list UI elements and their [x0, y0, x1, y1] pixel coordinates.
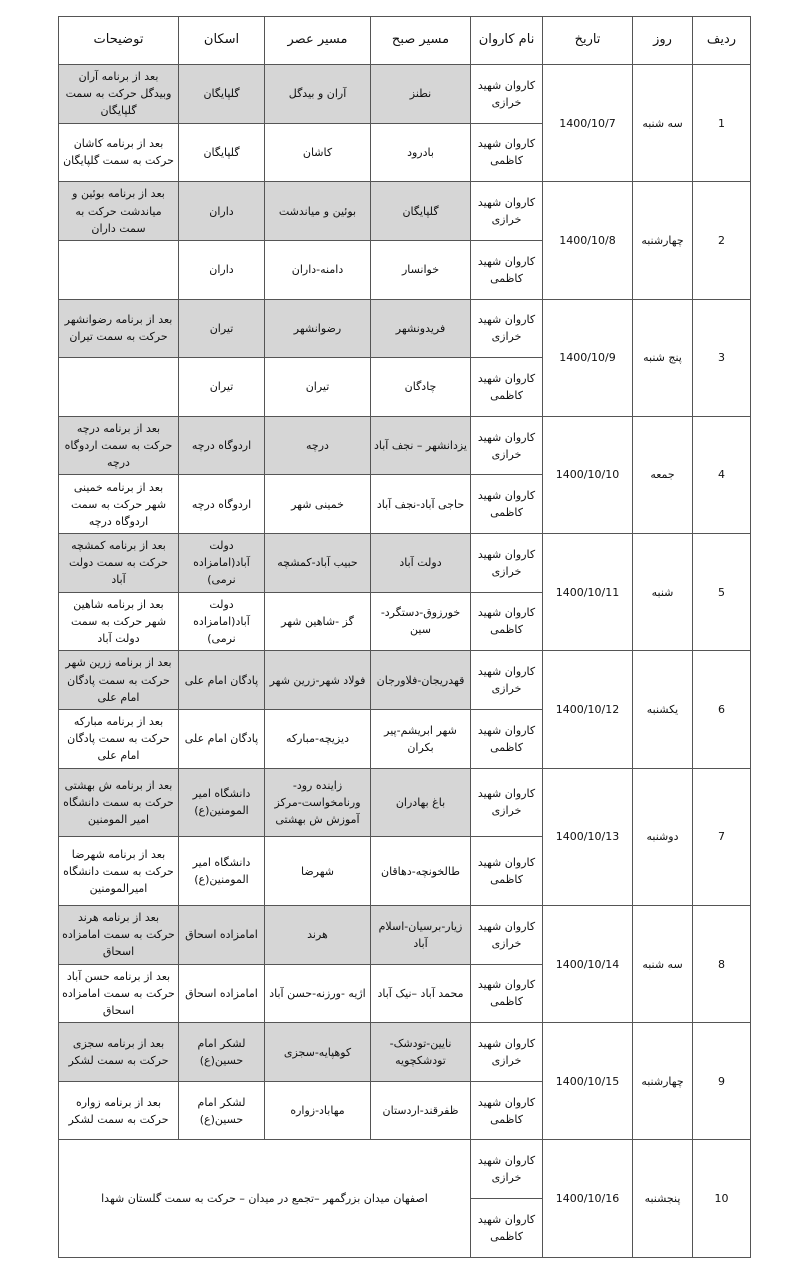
caravan-name: کاروان شهید خرازی: [471, 65, 543, 124]
row-index: 7: [693, 768, 751, 905]
morning-route: قهدریجان-فلاورجان: [371, 651, 471, 710]
lodging: اردوگاه درچه: [179, 416, 265, 475]
afternoon-route: تیران: [265, 358, 371, 417]
caravan-name: کاروان شهید کاظمی: [471, 475, 543, 534]
header-afternoon-route: مسیر عصر: [265, 17, 371, 65]
notes: بعد از برنامه شاهین شهر حرکت به سمت دولت آباد: [59, 592, 179, 651]
lodging: امامزاده اسحاق: [179, 905, 265, 964]
notes: بعد از برنامه رضوانشهر حرکت به سمت تیران: [59, 299, 179, 358]
row-index: 6: [693, 651, 751, 768]
notes: بعد از برنامه زواره حرکت به سمت لشکر: [59, 1081, 179, 1140]
lodging: لشکر امام حسین(ع): [179, 1023, 265, 1082]
caravan-name: کاروان شهید خرازی: [471, 416, 543, 475]
notes: بعد از برنامه ش بهشتی حرکت به سمت دانشگاه امیر المومنین: [59, 768, 179, 837]
lodging: دولت آباد(امامزاده نرمی): [179, 592, 265, 651]
table-row: [59, 905, 751, 964]
notes: بعد از برنامه حسن آباد حرکت به سمت امامزاده اسحاق: [59, 964, 179, 1023]
afternoon-route: بوئین و میاندشت: [265, 182, 371, 241]
lodging: گلپایگان: [179, 123, 265, 182]
caravan-name: کاروان شهید خرازی: [471, 1023, 543, 1082]
lodging: اردوگاه درچه: [179, 475, 265, 534]
notes: بعد از برنامه بوئین و میاندشت حرکت به سمت داران: [59, 182, 179, 241]
row-date: 1400/10/12: [543, 651, 633, 768]
header-day: روز: [633, 17, 693, 65]
afternoon-route: حبیب آباد-کمشچه: [265, 534, 371, 593]
notes: [59, 240, 179, 299]
notes: [59, 358, 179, 417]
caravan-name: کاروان شهید کاظمی: [471, 240, 543, 299]
afternoon-route: کوهپایه-سجزی: [265, 1023, 371, 1082]
row-index: 10: [693, 1140, 751, 1258]
notes: بعد از برنامه آران وبیدگل حرکت به سمت گلپایگان: [59, 65, 179, 124]
lodging: دولت آباد(امامزاده نرمی): [179, 534, 265, 593]
caravan-name: کاروان شهید خرازی: [471, 182, 543, 241]
table-row: [59, 416, 751, 475]
row-day: سه شنبه: [633, 65, 693, 182]
caravan-name: کاروان شهید کاظمی: [471, 1199, 543, 1258]
row-day: چهارشنبه: [633, 1023, 693, 1140]
morning-route: حاجی آباد-نجف آباد: [371, 475, 471, 534]
table-row: [59, 768, 751, 837]
morning-route: طالخونچه-دهاقان: [371, 837, 471, 906]
morning-route: باغ بهادران: [371, 768, 471, 837]
row-date: 1400/10/8: [543, 182, 633, 299]
header-morning-route: مسیر صبح: [371, 17, 471, 65]
afternoon-route: درچه: [265, 416, 371, 475]
notes: بعد از برنامه مبارکه حرکت به سمت پادگان امام علی: [59, 709, 179, 768]
row-index: 8: [693, 905, 751, 1022]
row-date: 1400/10/13: [543, 768, 633, 905]
morning-route: شهر ابریشم-پیر بکران: [371, 709, 471, 768]
afternoon-route: آران و بیدگل: [265, 65, 371, 124]
table-row: [59, 534, 751, 593]
morning-route: گلپایگان: [371, 182, 471, 241]
schedule-table: [58, 16, 751, 1258]
row-index: 1: [693, 65, 751, 182]
morning-route: خوانسار: [371, 240, 471, 299]
row-date: 1400/10/15: [543, 1023, 633, 1140]
afternoon-route: دامنه-داران: [265, 240, 371, 299]
lodging: دانشگاه امیر المومنین(ع): [179, 837, 265, 906]
afternoon-route: زاینده رود-ورنامخواست-مرکز آموزش ش بهشتی: [265, 768, 371, 837]
header-notes: توضیحات: [59, 17, 179, 65]
row-index: 4: [693, 416, 751, 533]
morning-route: نایین-تودشک-تودشکچویه: [371, 1023, 471, 1082]
table-row: [59, 299, 751, 358]
header-caravan: نام کاروان: [471, 17, 543, 65]
notes: بعد از برنامه کاشان حرکت به سمت گلپایگان: [59, 123, 179, 182]
notes: بعد از برنامه خمینی شهر حرکت به سمت اردوگاه درچه: [59, 475, 179, 534]
morning-route: فریدونشهر: [371, 299, 471, 358]
afternoon-route: دیزیچه-مبارکه: [265, 709, 371, 768]
morning-route: یزدانشهر – نجف آباد: [371, 416, 471, 475]
notes: بعد از برنامه زرین شهر حرکت به سمت پادگان امام علی: [59, 651, 179, 710]
header-lodging: اسکان: [179, 17, 265, 65]
caravan-name: کاروان شهید کاظمی: [471, 837, 543, 906]
lodging: دانشگاه امیر المومنین(ع): [179, 768, 265, 837]
final-program-text: اصفهان میدان بزرگمهر –تجمع در میدان – حرکت به سمت گلستان شهدا: [59, 1140, 471, 1258]
lodging: لشکر امام حسین(ع): [179, 1081, 265, 1140]
morning-route: خورزوق-دستگرد-سین: [371, 592, 471, 651]
caravan-name: کاروان شهید خرازی: [471, 299, 543, 358]
row-index: 5: [693, 534, 751, 651]
notes: بعد از برنامه کمشچه حرکت به سمت دولت آباد: [59, 534, 179, 593]
morning-route: محمد آباد –نیک آباد: [371, 964, 471, 1023]
lodging: تیران: [179, 358, 265, 417]
lodging: داران: [179, 240, 265, 299]
row-date: 1400/10/7: [543, 65, 633, 182]
morning-route: نطنز: [371, 65, 471, 124]
lodging: داران: [179, 182, 265, 241]
row-day: دوشنبه: [633, 768, 693, 905]
row-day: سه شنبه: [633, 905, 693, 1022]
caravan-name: کاروان شهید خرازی: [471, 768, 543, 837]
caravan-name: کاروان شهید کاظمی: [471, 592, 543, 651]
row-day: چهارشنبه: [633, 182, 693, 299]
caravan-name: کاروان شهید کاظمی: [471, 709, 543, 768]
morning-route: زیار-برسیان-اسلام آباد: [371, 905, 471, 964]
lodging: پادگان امام علی: [179, 709, 265, 768]
row-date: 1400/10/10: [543, 416, 633, 533]
afternoon-route: شهرضا: [265, 837, 371, 906]
notes: بعد از برنامه هرند حرکت به سمت امامزاده اسحاق: [59, 905, 179, 964]
row-date: 1400/10/9: [543, 299, 633, 416]
caravan-name: کاروان شهید خرازی: [471, 534, 543, 593]
lodging: امامزاده اسحاق: [179, 964, 265, 1023]
caravan-name: کاروان شهید کاظمی: [471, 358, 543, 417]
morning-route: چادگان: [371, 358, 471, 417]
header-date: تاریخ: [543, 17, 633, 65]
row-day: یکشنبه: [633, 651, 693, 768]
notes: بعد از برنامه سجزی حرکت به سمت لشکر: [59, 1023, 179, 1082]
row-date: 1400/10/14: [543, 905, 633, 1022]
table-row: [59, 651, 751, 710]
row-day: پنج شنبه: [633, 299, 693, 416]
morning-route: بادرود: [371, 123, 471, 182]
header-row: [59, 17, 751, 65]
caravan-name: کاروان شهید خرازی: [471, 1140, 543, 1199]
header-index: ردیف: [693, 17, 751, 65]
row-day: جمعه: [633, 416, 693, 533]
notes: بعد از برنامه شهرضا حرکت به سمت دانشگاه امیرالمومنین: [59, 837, 179, 906]
lodging: تیران: [179, 299, 265, 358]
morning-route: ظفرقند-اردستان: [371, 1081, 471, 1140]
caravan-name: کاروان شهید کاظمی: [471, 123, 543, 182]
afternoon-route: گز -شاهین شهر: [265, 592, 371, 651]
afternoon-route: مهاباد-زواره: [265, 1081, 371, 1140]
table-row: [59, 1140, 751, 1199]
afternoon-route: کاشان: [265, 123, 371, 182]
caravan-name: کاروان شهید کاظمی: [471, 964, 543, 1023]
notes: بعد از برنامه درچه حرکت به سمت اردوگاه درچه: [59, 416, 179, 475]
afternoon-route: هرند: [265, 905, 371, 964]
caravan-name: کاروان شهید خرازی: [471, 651, 543, 710]
lodging: پادگان امام علی: [179, 651, 265, 710]
row-date: 1400/10/16: [543, 1140, 633, 1258]
afternoon-route: رضوانشهر: [265, 299, 371, 358]
caravan-name: کاروان شهید خرازی: [471, 905, 543, 964]
table-row: [59, 65, 751, 124]
row-index: 2: [693, 182, 751, 299]
table-row: [59, 1023, 751, 1082]
row-day: شنبه: [633, 534, 693, 651]
row-index: 9: [693, 1023, 751, 1140]
afternoon-route: اژیه -ورزنه-حسن آباد: [265, 964, 371, 1023]
table-row: [59, 182, 751, 241]
afternoon-route: خمینی شهر: [265, 475, 371, 534]
row-date: 1400/10/11: [543, 534, 633, 651]
morning-route: دولت آباد: [371, 534, 471, 593]
lodging: گلپایگان: [179, 65, 265, 124]
row-day: پنجشنبه: [633, 1140, 693, 1258]
row-index: 3: [693, 299, 751, 416]
caravan-name: کاروان شهید کاظمی: [471, 1081, 543, 1140]
afternoon-route: فولاد شهر-زرین شهر: [265, 651, 371, 710]
